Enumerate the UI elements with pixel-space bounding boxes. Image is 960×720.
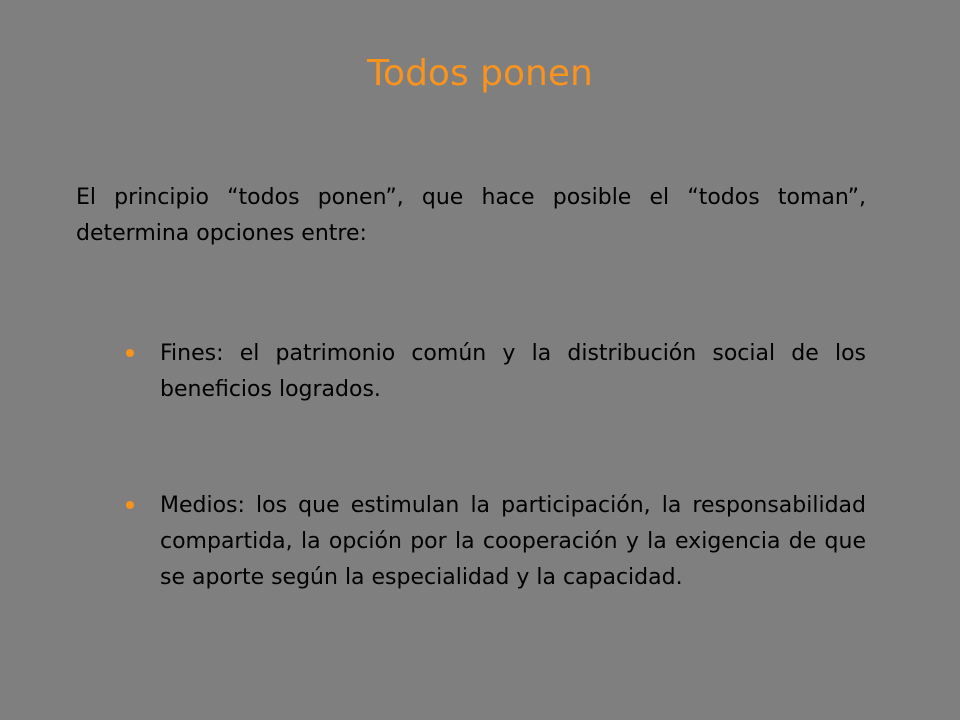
intro-paragraph: El principio “todos ponen”, que hace posible el “todos toman”, determina opciones entre: xyxy=(76,185,866,246)
bullet-dot-icon xyxy=(126,349,134,357)
bullet-item-fines xyxy=(126,336,866,408)
bullet-item-medios xyxy=(126,488,866,596)
bullet-text: Medios: los que estimulan la participación, la responsabilidad compartida, la opción por la cooperación y la exigencia de que se aporte según la especialidad y la capacidad. xyxy=(160,493,866,590)
bullet-text: Fines: el patrimonio común y la distribución social de los beneficios logrados. xyxy=(160,341,866,402)
bullet-dot-icon xyxy=(126,501,134,509)
slide-title: Todos ponen xyxy=(367,53,593,94)
